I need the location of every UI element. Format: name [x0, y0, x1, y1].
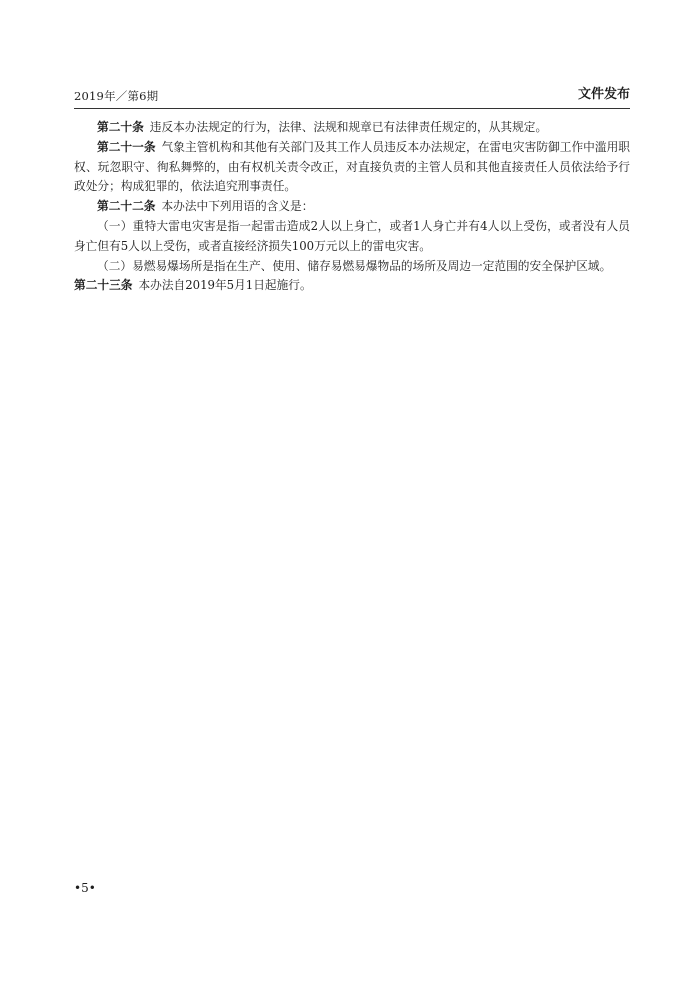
article-text: 违反本办法规定的行为，法律、法规和规章已有法律责任规定的，从其规定。 — [149, 120, 548, 134]
page-header — [74, 88, 630, 108]
issue-label: 2019年／第6期 — [74, 89, 159, 103]
article-21 — [74, 138, 630, 197]
section-title: 文件发布 — [577, 87, 630, 102]
document-body — [74, 118, 630, 296]
header-divider — [74, 108, 630, 109]
article-number: 第二十三条 — [74, 278, 133, 293]
article-text: 本办法自2019年5月1日起施行。 — [138, 278, 312, 293]
page-number: •5• — [74, 881, 96, 895]
definition-item: （一）重特大雷电灾害是指一起雷击造成2人以上身亡，或者1人身亡并有4人以上受伤，或者没有人员身亡但有5人以上受伤，或者直接经济损失100万元以上的雷电灾害。 — [74, 218, 630, 253]
article-23 — [74, 276, 630, 296]
article-22 — [74, 197, 630, 217]
definition-item: （二）易燃易爆场所是指在生产、使用、储存易燃易爆物品的场所及周边一定范围的安全保护区域。 — [97, 258, 612, 273]
article-20 — [74, 118, 630, 138]
article-text: 气象主管机构和其他有关部门及其工作人员违反本办法规定，在雷电灾害防御工作中滥用职权、玩忽职守、徇私舞弊的，由有权机关责令改正，对直接负责的主管人员和其他直接责任人员依法给予行政处分；构成犯罪的，依法追究刑事责任。 — [74, 139, 630, 194]
article-number: 第二十一条 — [97, 139, 156, 154]
article-number: 第二十条 — [97, 120, 144, 134]
article-text: 本办法中下列用语的含义是： — [161, 199, 314, 214]
article-number: 第二十二条 — [97, 199, 156, 214]
